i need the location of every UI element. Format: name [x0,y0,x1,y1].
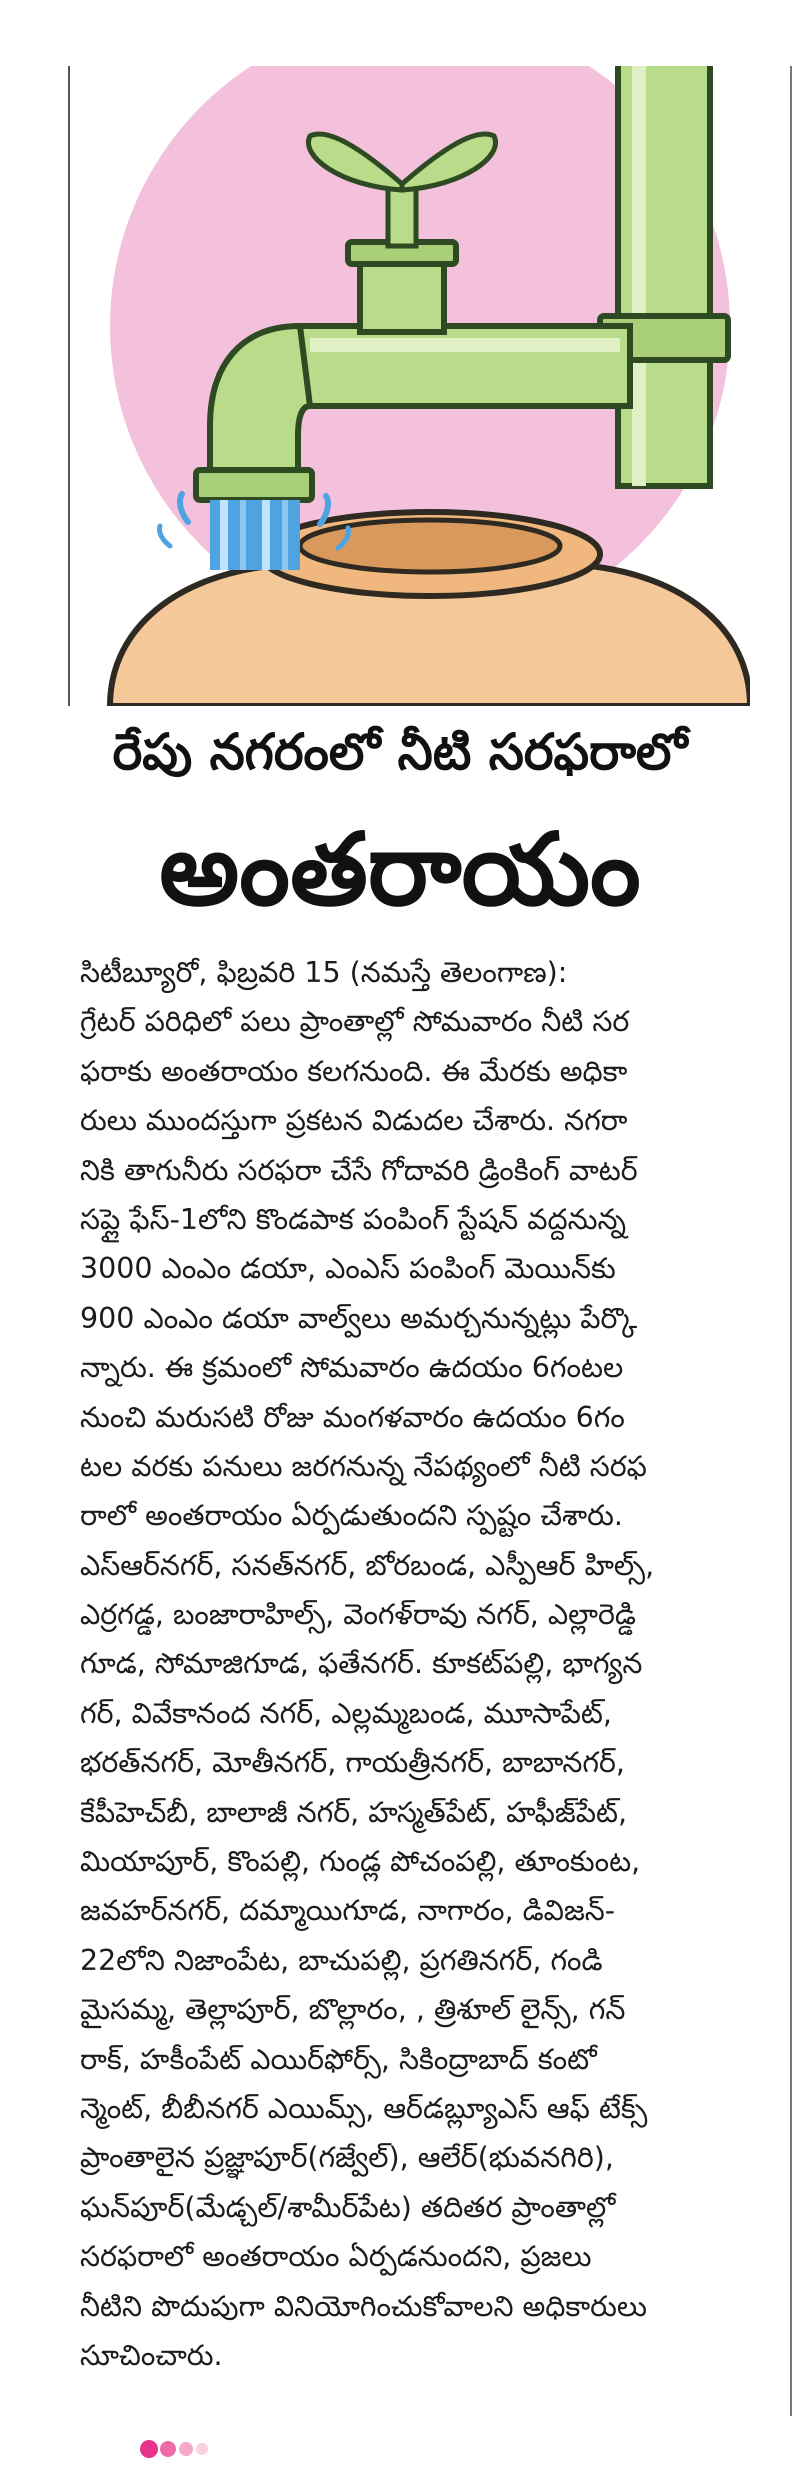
body-line: నుంచి మరుసటి రోజు మంగళవారం ఉదయం 6గం [80,1400,625,1434]
body-line: భరత్‌నగర్, మోతీనగర్, గాయత్రీనగర్, బాబానగర్, [80,1746,625,1780]
right-column-rule [790,66,792,2416]
body-line: జవహర్‌నగర్, దమ్మాయిగూడ, నాగారం, డివిజన్- [80,1894,616,1928]
body-line: రాలో అంతరాయం ఏర్పడుతుందని స్పష్టం చేశారు. [80,1499,623,1533]
body-line: గూడ, సోమాజిగూడ, ఫతేనగర్. కూకట్‌పల్లి, భాగ్యన [80,1647,643,1681]
headline-line-2: అంతరాయం [159,811,641,928]
body-line: 900 ఎంఎం డయా వాల్వ్‌లు అమర్చనున్నట్లు పేర్కొ [80,1301,638,1335]
body-line: 22లోని నిజాంపేట, బాచుపల్లి, ప్రగతినగర్, గండి [80,1943,603,1977]
article-end-dots-icon [138,2438,228,2460]
body-line: సూచించారు. [80,2338,223,2372]
body-line: ఎర్రగడ్డ, బంజారాహిల్స్, వెంగళ్‌రావు నగర్, ఎల్లారెడ్డి [80,1598,636,1632]
body-line: న్మెంట్, బీబీనగర్ ఎయిమ్స్, ఆర్‌డబ్ల్యూఎస్ ఆఫ్ టేక్స్ [80,2091,648,2125]
body-line: కేపీహెచ్‌బీ, బాలాజీ నగర్, హస్మత్‌పేట్, హఫీజ్‌పేట్, [80,1795,628,1829]
body-line: ఘన్‌పూర్(మేడ్చల్/శామీర్‌పేట) తదితర ప్రాంతాల్లో [80,2190,616,2224]
body-line: సిటీబ్యూరో, ఫిబ్రవరి 15 (నమస్తే తెలంగాణ): [80,956,568,989]
article-body [80,948,770,2380]
body-line: మియాపూర్, కొంపల్లి, గుండ్ల పోచంపల్లి, తూంకుంట, [80,1845,641,1879]
body-line: నికి తాగునీరు సరఫరా చేసే గోదావరి డ్రింకింగ్ వాటర్ [80,1153,638,1187]
body-line: ప్రాంతాలైన ప్రజ్ఞాపూర్(గజ్వేల్), ఆలేర్(భువనగిరి), [80,2141,614,2175]
body-line: రాక్, హకీంపేట్ ఎయిర్‌ఫోర్స్, సికింద్రాబాద్ కంటో [80,2042,597,2076]
body-line: 3000 ఎంఎం డయా, ఎంఎస్ పంపింగ్ మెయిన్‌కు [80,1252,616,1286]
body-line: గ్రేటర్ పరిధిలో పలు ప్రాంతాల్లో సోమవారం నీటి సర [80,1005,630,1039]
body-line: ఎస్ఆర్‌నగర్, సనత్‌నగర్, బోరబండ, ఎస్పీఆర్ హిల్స్, [80,1548,655,1582]
body-line: సరఫరాలో అంతరాయం ఏర్పడనుందని, ప్రజలు [80,2240,592,2274]
body-line: నీటిని పొదుపుగా వినియోగించుకోవాలని అధికారులు [80,2289,647,2323]
water-tap-illustration [70,66,750,706]
body-line: రులు ముందస్తుగా ప్రకటన విడుదల చేశారు. నగరా [80,1104,628,1138]
body-line: మైసమ్మ, తెల్లాపూర్, బొల్లారం, , త్రిశూల్ లైన్స్, గన్ [80,1993,626,2027]
body-line: ఫరాకు అంతరాయం కలగనుంది. ఈ మేరకు అధికా [80,1054,628,1088]
body-line: న్నారు. ఈ క్రమంలో సోమవారం ఉదయం 6గంటల [80,1351,624,1385]
body-line: సప్లై ఫేస్-1లోని కొండపాక పంపింగ్ స్టేషన్ వద్దనున్న [80,1202,626,1236]
body-line: టల వరకు పనులు జరగనున్న నేపథ్యంలో నీటి సరఫ [80,1449,647,1483]
headline-line-1: రేపు నగరంలో నీటి సరఫరాలో [112,723,688,781]
body-line: గర్, వివేకానంద నగర్, ఎల్లమ్మబండ, మూసాపేట్, [80,1696,612,1730]
